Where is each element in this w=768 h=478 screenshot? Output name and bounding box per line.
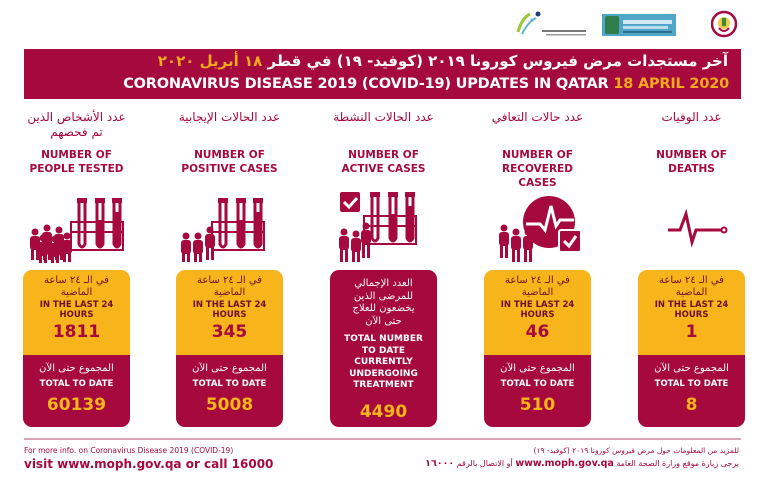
stat-card: [638, 270, 745, 427]
footer-url-ar[interactable]: www.moph.gov.qa: [515, 458, 614, 469]
last-24-hours-section: في الـ ٢٤ ساعة الماضية IN THE LAST 24 HOURS 1: [638, 270, 745, 355]
stat-title-en: NUMBER OF POSITIVE CASES: [181, 149, 278, 175]
phcc-logo: [508, 8, 588, 40]
people-test-tubes-icon: [176, 192, 283, 264]
hmc-mark-icon: [605, 16, 619, 34]
total-to-date-value: 4490: [359, 401, 408, 422]
last-24-hours-value: 46: [525, 322, 550, 342]
total-to-date-section: المجموع حتى الآن TOTAL TO DATE 510: [484, 355, 591, 427]
total-to-date-section: المجموع حتى الآن TOTAL TO DATE 60139: [23, 355, 130, 427]
stat-title-en: NUMBER OF PEOPLE TESTED: [29, 149, 124, 175]
banner-title-ar: آخر مستجدات مرض فيروس كورونا ٢٠١٩ (كوفيد- ١٩) في قطر ١٨ أبريل ٢٠٢٠: [157, 52, 728, 70]
footer-info-en: For more info. on Coronavirus Disease 2019 (COVID-19): [24, 446, 234, 455]
total-to-date-value: 8: [685, 394, 698, 415]
stat-deaths: [638, 110, 745, 415]
stat-card: [330, 270, 437, 427]
stat-card: [484, 270, 591, 427]
active-desc-en: TOTAL NUMBER TO DATE CURRENTLY UNDERGOING TREATMENT: [344, 334, 423, 390]
banner-date-en: 18 APRIL 2020: [613, 76, 729, 92]
banner-title-en: CORONAVIRUS DISEASE 2019 (COVID-19) UPDATES IN QATAR 18 APRIL 2020: [123, 76, 729, 92]
title-banner: [24, 49, 741, 99]
last-24-hours-section: في الـ ٢٤ ساعة الماضية IN THE LAST 24 HOURS 345: [176, 270, 283, 355]
last-24-hours-section: في الـ ٢٤ ساعة الماضية IN THE LAST 24 HOURS 1811: [23, 270, 130, 355]
stat-title-ar: عدد الأشخاص الذين تم فحصهم: [27, 110, 126, 139]
footer-visit-en: visit www.moph.gov.qa or call 16000: [24, 457, 274, 471]
stat-title-ar: عدد الوفيات: [661, 110, 722, 124]
last-24-hours-value: 1: [685, 322, 698, 342]
stat-card: [23, 270, 130, 427]
stat-recovered-cases: [484, 110, 591, 415]
stat-title-ar: عدد الحالات الإيجابية: [178, 110, 281, 124]
stat-active-cases: [330, 110, 437, 422]
stat-title-en: NUMBER OF ACTIVE CASES: [341, 149, 426, 175]
total-to-date-value: 5008: [205, 394, 254, 415]
total-to-date-section: المجموع حتى الآن TOTAL TO DATE 5008: [176, 355, 283, 427]
stat-positive-cases: [176, 110, 283, 415]
people-test-tubes-icon: [23, 192, 130, 264]
footer-info-ar: للمزيد من المعلومات حول مرض فيروس كورونا ٢٠١٩ (كوفيد- ١٩): [533, 446, 739, 455]
total-to-date-section: المجموع حتى الآن TOTAL TO DATE 8: [638, 355, 745, 427]
stat-people-tested: [23, 110, 130, 415]
stat-title-en: NUMBER OF DEATHS: [656, 149, 727, 175]
total-to-date-value: 510: [519, 394, 556, 415]
total-to-date-value: 60139: [46, 394, 107, 415]
last-24-hours-value: 345: [211, 322, 248, 342]
hmc-logo: [602, 14, 676, 36]
banner-date-ar: ١٨ أبريل ٢٠٢٠: [157, 52, 263, 70]
active-desc-ar: العدد الإجمالي للمرضى الذين يخضعون للعلاج حتى الآن: [352, 278, 415, 327]
checkbox-test-tubes-people-icon: [330, 192, 437, 264]
last-24-hours-value: 1811: [52, 322, 101, 342]
stat-card: [176, 270, 283, 427]
flatline-pulse-icon: [638, 192, 745, 264]
footer-phone-ar: ١٦٠٠٠: [425, 458, 455, 469]
stat-title-en: NUMBER OF RECOVERED CASES: [502, 149, 573, 189]
stat-title-ar: عدد حالات التعافي: [491, 110, 584, 124]
heartbeat-check-people-icon: [484, 192, 591, 264]
footer-divider: [24, 438, 741, 440]
moph-emblem: [711, 8, 737, 40]
footer-visit-ar: يرجى زيارة موقع وزارة الصحة العامة www.moph.gov.qa أو الاتصال بالرقم ١٦٠٠٠: [425, 458, 739, 469]
stat-title-ar: عدد الحالات النشطة: [333, 110, 434, 124]
last-24-hours-section: في الـ ٢٤ ساعة الماضية IN THE LAST 24 HOURS 46: [484, 270, 591, 355]
